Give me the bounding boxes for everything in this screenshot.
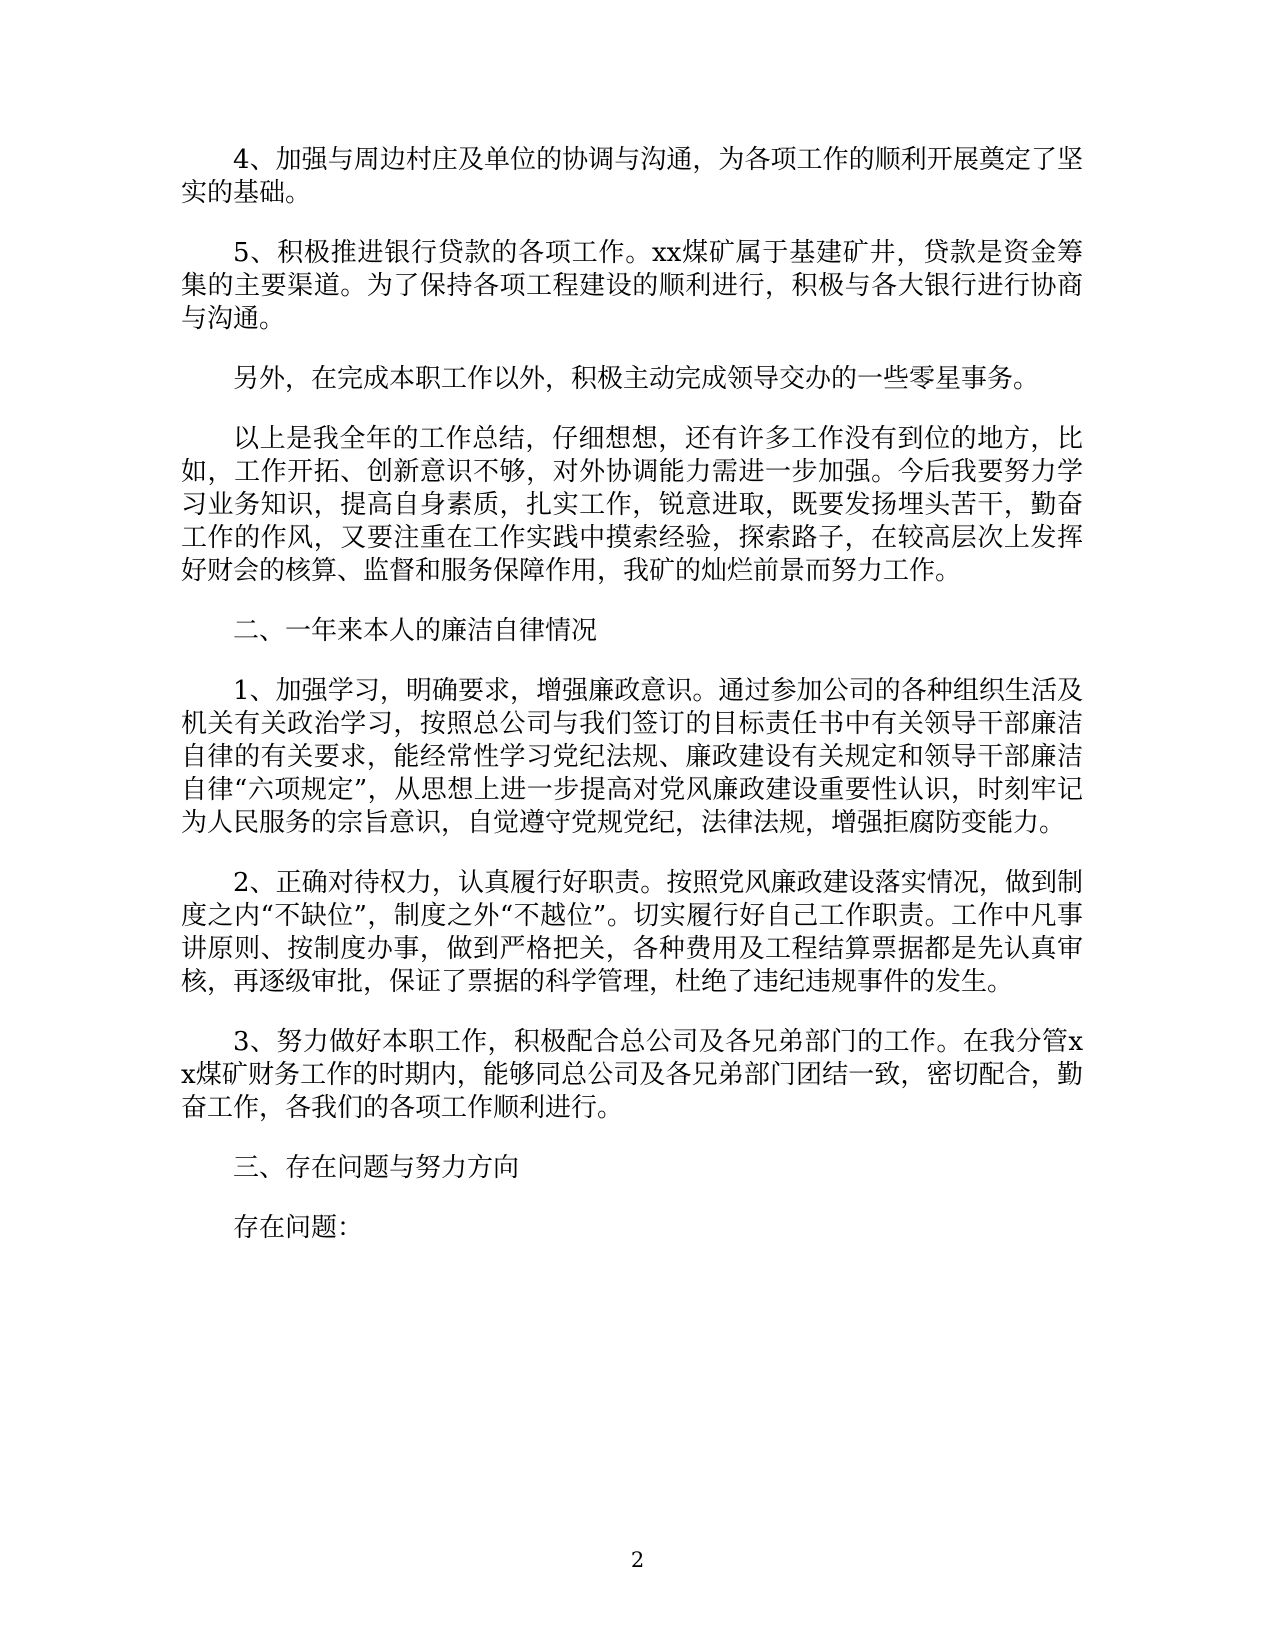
paragraph-existing-problems: 存在问题： (233, 1213, 364, 1243)
page-number: 2 (630, 1548, 645, 1572)
paragraph-other-duties: 另外，在完成本职工作以外，积极主动完成领导交办的一些零星事务。 (233, 364, 1040, 394)
section-heading-2: 二、一年来本人的廉洁自律情况 (233, 616, 598, 646)
paragraph-integrity-3: 3、努力做好本职工作，积极配合总公司及各兄弟部门的工作。在我分管xx煤矿财务工作的时期内，能够同总公司及各兄弟部门团结一致，密切配合，勤奋工作，各我们的各项工作顺利进行。 (181, 1027, 1083, 1123)
paragraph-item-4: 4、加强与周边村庄及单位的协调与沟通，为各项工作的顺利开展奠定了坚实的基础。 (181, 145, 1083, 208)
document-body (181, 144, 1083, 1272)
paragraph-integrity-2: 2、正确对待权力，认真履行好职责。按照党风廉政建设落实情况，做到制度之内“不缺位”，制度之外“不越位”。切实履行好自己工作职责。工作中凡事讲原则、按制度办事，做到严格把关，各种费用及工程结算票据都是先认真审核，再逐级审批，保证了票据的科学管理，杜绝了违纪违规事件的发生。 (181, 868, 1083, 997)
paragraph-integrity-1: 1、加强学习，明确要求，增强廉政意识。通过参加公司的各种组织生活及机关有关政治学习，按照总公司与我们签订的目标责任书中有关领导干部廉洁自律的有关要求，能经常性学习党纪法规、廉政建设有关规定和领导干部廉洁自律“六项规定”，从思想上进一步提高对党风廉政建设重要性认识，时刻牢记为人民服务的宗旨意识，自觉遵守党规党纪，法律法规，增强拒腐防变能力。 (181, 676, 1083, 838)
section-heading-3: 三、存在问题与努力方向 (233, 1153, 520, 1183)
paragraph-annual-summary: 以上是我全年的工作总结，仔细想想，还有许多工作没有到位的地方，比如，工作开拓、创新意识不够，对外协调能力需进一步加强。今后我要努力学习业务知识，提高自身素质，扎实工作，锐意进取，既要发扬埋头苦干，勤奋工作的作风，又要注重在工作实践中摸索经验，探索路子，在较高层次上发挥好财会的核算、监督和服务保障作用，我矿的灿烂前景而努力工作。 (181, 424, 1083, 586)
paragraph-item-5-bank-loans: 5、积极推进银行贷款的各项工作。xx煤矿属于基建矿井，贷款是资金筹集的主要渠道。为了保持各项工程建设的顺利进行，积极与各大银行进行协商与沟通。 (181, 238, 1083, 334)
